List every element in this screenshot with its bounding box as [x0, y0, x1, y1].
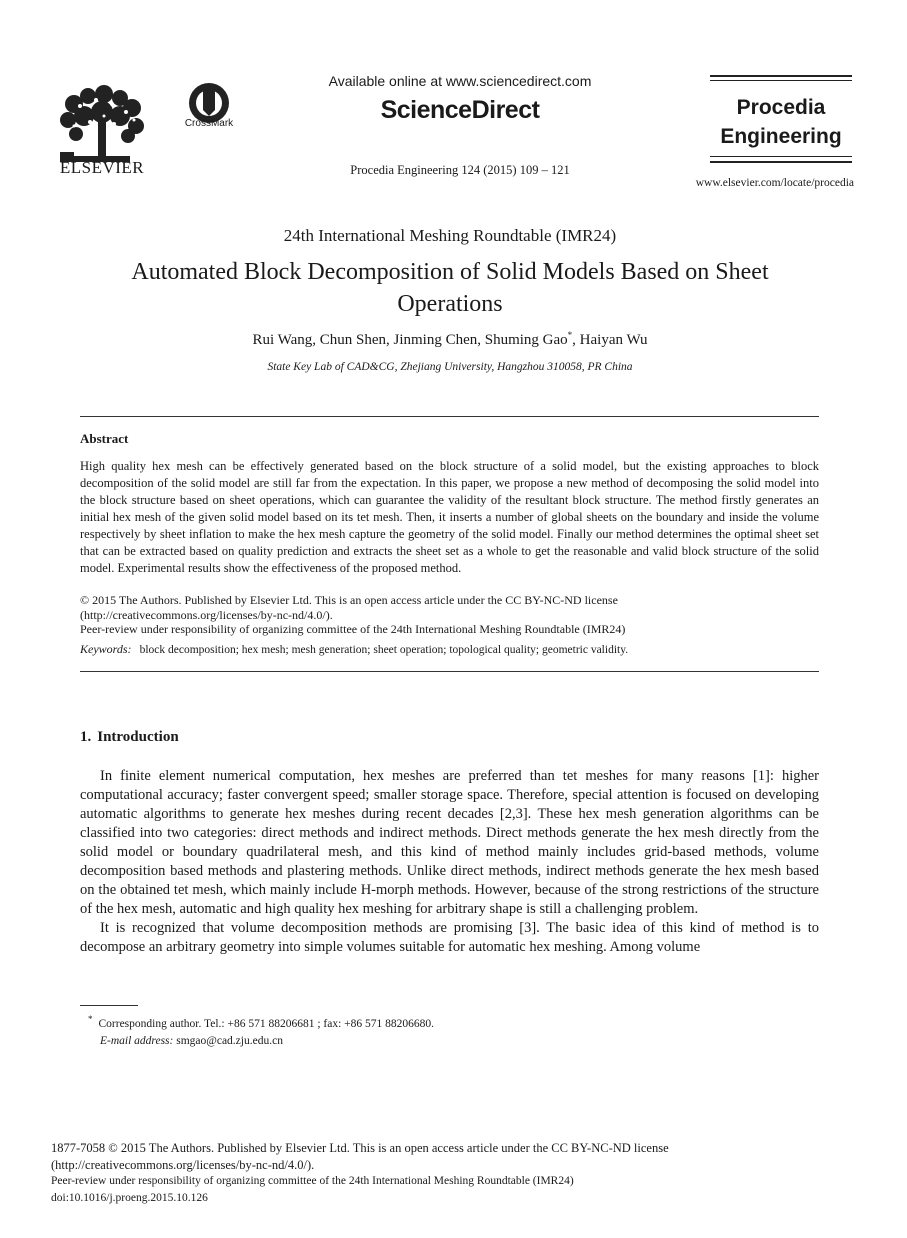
introduction-paragraph-2: It is recognized that volume decomposition methods are promising [3]. The basic idea of this kind of method is to decompose an arbitrary geometry into simple volumes suitable for automatic hex meshing. Among volume: [80, 920, 819, 955]
section-heading-introduction: [80, 729, 185, 746]
journal-rule-top: [710, 75, 852, 77]
keywords-list: block decomposition; hex mesh; mesh generation; sheet operation; topological quality; geometric validity.: [139, 644, 629, 656]
abstract-rule-top: [80, 416, 819, 417]
footer-issn-line: 1877-7058 © 2015 The Authors. Published by Elsevier Ltd. This is an open access article under the CC BY-NC-ND license: [51, 1141, 669, 1155]
keywords: [80, 642, 628, 657]
corresponding-author-mark[interactable]: *: [567, 330, 573, 340]
abstract-text: High quality hex mesh can be effectively generated based on the block structure of a solid model, but the existing approaches to block decomposition of the solid model are still far from the expectation. In this paper, we propose a new method of decomposing the solid model into the block structure based on sheet operations, which can guarantee the validity of the resultant block structure. The method firstly generates an initial hex mesh of the given solid model based on its tet mesh. Then, it inserts a number of global sheets on the boundary and inside the volume respectively by sheet inflation to make the hex mesh capture the geometry of the solid model. Finally our method determines the optimal sheet set that can be extracted based on quality prediction and extracts the sheet set as a whole to get the reasonable and valid block structure of the solid model. Experimental results show the effectiveness of the proposed method.: [80, 459, 819, 575]
introduction-body: [80, 767, 819, 957]
journal-title: [710, 93, 852, 151]
crossmark-label: CrossMark: [184, 118, 234, 129]
footnote: [88, 1011, 434, 1050]
journal-rule-bottom: [710, 161, 852, 163]
abstract-rule-bottom: [80, 671, 819, 672]
footer-license-link[interactable]: (http://creativecommons.org/licenses/by-nc-nd/4.0/).: [51, 1157, 315, 1172]
peer-review-line: Peer-review under responsibility of organizing committee of the 24th International Meshing Roundtable (IMR24): [80, 622, 626, 636]
sciencedirect-brand[interactable]: ScienceDirect: [380, 96, 540, 124]
introduction-paragraph-1: In finite element numerical computation, hex meshes are preferred than tet meshes for many reasons [1]: higher computational accuracy; faster convergent speed; smaller storage space. Therefore, special attention is focused on developing automatic algorithms to generate hex meshes during recent decades [2,3]. These hex mesh generation algorithms can be classified into two categories: direct methods and indirect methods. Direct methods generate the hex mesh directly from the solid model or boundary quadrilateral mesh, and this kind of method mainly includes grid-based methods, volume decomposition based methods and plastering methods. Unlike direct methods, indirect methods generate the hex mesh based on the obtained tet mesh, which mainly include H-morph methods. However, because of the strong restrictions of the structure of the hex mesh, automatic and high quality hex meshing for arbitrary shape is still a challenging problem.: [80, 768, 819, 917]
paper-title-line2: Operations: [397, 291, 503, 317]
authors-after-mark: , Haiyan Wu: [572, 332, 648, 348]
abstract-heading: Abstract: [80, 431, 129, 446]
publisher-name: ELSEVIER: [59, 158, 145, 177]
footer-legal: [51, 1140, 831, 1206]
license-link[interactable]: (http://creativecommons.org/licenses/by-nc-nd/4.0/).: [80, 608, 333, 622]
journal-rule-bottom-thin: [710, 156, 852, 157]
keywords-label: Keywords:: [80, 642, 132, 656]
available-online[interactable]: Available online at www.sciencedirect.com: [328, 73, 592, 89]
footer-peer-review: Peer-review under responsibility of organizing committee of the 24th International Meshing Roundtable (IMR24): [51, 1175, 574, 1187]
journal-rule-top-thin: [710, 80, 852, 81]
author-list: [80, 330, 820, 349]
footer-doi[interactable]: doi:10.1016/j.proeng.2015.10.126: [51, 1191, 208, 1204]
email-label: E-mail address:: [100, 1034, 174, 1047]
paper-title: [80, 256, 820, 320]
section-title: Introduction: [97, 729, 179, 745]
journal-citation: Procedia Engineering 124 (2015) 109 – 121: [350, 163, 570, 177]
footnote-contact: Corresponding author. Tel.: +86 571 88206681 ; fax: +86 571 88206680.: [98, 1017, 435, 1030]
authors-before-mark: Rui Wang, Chun Shen, Jinming Chen, Shuming Gao: [252, 332, 568, 348]
footnote-rule: [80, 1005, 138, 1006]
journal-title-line1: Procedia: [736, 96, 826, 119]
copyright-line: © 2015 The Authors. Published by Elsevier Ltd. This is an open access article under the CC BY-NC-ND license: [80, 593, 618, 607]
section-number: 1.: [80, 729, 92, 745]
email-address[interactable]: smgao@cad.zju.edu.cn: [176, 1034, 283, 1047]
footnote-mark: *: [88, 1014, 93, 1024]
footnote-contact-line: [88, 1011, 434, 1033]
journal-url[interactable]: www.elsevier.com/locate/procedia: [695, 177, 854, 189]
footnote-email-line: [88, 1033, 434, 1050]
journal-title-line2: Engineering: [720, 125, 842, 148]
affiliation: State Key Lab of CAD&CG, Zhejiang University, Hangzhou 310058, PR China: [267, 361, 633, 373]
paper-title-line1: Automated Block Decomposition of Solid Models Based on Sheet: [131, 259, 769, 285]
conference-name: 24th International Meshing Roundtable (IMR24): [283, 226, 617, 245]
